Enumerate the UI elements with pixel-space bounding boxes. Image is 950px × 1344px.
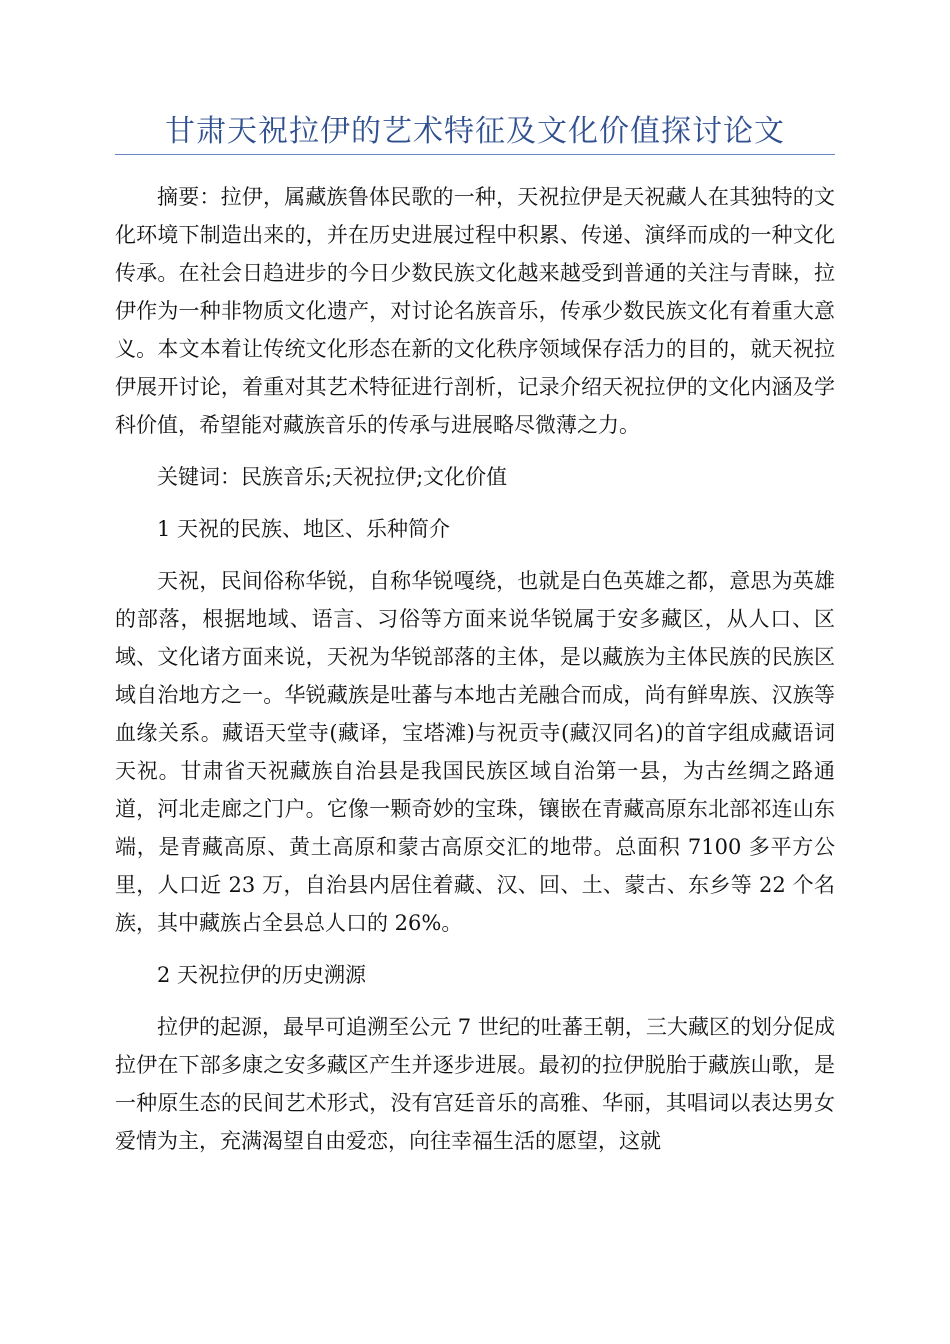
section-1-heading: 1 天祝的民族、地区、乐种简介 <box>157 517 451 541</box>
keywords-line: 关键词：民族音乐;天祝拉伊;文化价值 <box>157 465 508 489</box>
title-underline <box>115 154 835 155</box>
section-1-paragraph: 天祝，民间俗称华锐，自称华锐嘎绕，也就是白色英雄之都，意思为英雄的部落，根据地域、语言、习俗等方面来说华锐属于安多藏区，从人口、区域、文化诸方面来说，天祝为华锐部落的主体，是以藏族为主体民族的民族区域自治地方之一。华锐藏族是吐蕃与本地古羌融合而成，尚有鲜卑族、汉族等血缘关系。藏语天堂寺(藏译，宝塔滩)与祝贡寺(藏汉同名)的首字组成藏语词天祝。甘肃省天祝藏族自治县是我国民族区域自治第一县，为古丝绸之路通道，河北走廊之门户。它像一颗奇妙的宝珠，镶嵌在青藏高原东北部祁连山东端，是青藏高原、黄土高原和蒙古高原交汇的地带。总面积 7100 多平方公里，人口近 23 万，自治县内居住着藏、汉、回、土、蒙古、东乡等 22 个名族，其中藏族占全县总人口的 26%。 <box>115 569 835 935</box>
section-2-paragraph: 拉伊的起源，最早可追溯至公元 7 世纪的吐蕃王朝，三大藏区的划分促成拉伊在下部多康之安多藏区产生并逐步进展。最初的拉伊脱胎于藏族山歌，是一种原生态的民间艺术形式，没有宫廷音乐的高雅、华丽，其唱词以表达男女爱情为主，充满渴望自由爱恋，向往幸福生活的愿望，这就 <box>115 1015 835 1153</box>
section-2-heading: 2 天祝拉伊的历史溯源 <box>157 963 367 987</box>
document-body <box>115 178 835 1174</box>
document-title: 甘肃天祝拉伊的艺术特征及文化价值探讨论文 <box>165 114 785 149</box>
abstract-paragraph: 摘要：拉伊，属藏族鲁体民歌的一种，天祝拉伊是天祝藏人在其独特的文化环境下制造出来的，并在历史进展过程中积累、传递、演绎而成的一种文化传承。在社会日趋进步的今日少数民族文化越来越受到普通的关注与青睐，拉伊作为一种非物质文化遗产，对讨论名族音乐，传承少数民族文化有着重大意义。本文本着让传统文化形态在新的文化秩序领域保存活力的目的，就天祝拉伊展开讨论，着重对其艺术特征进行剖析，记录介绍天祝拉伊的文化内涵及学科价值，希望能对藏族音乐的传承与进展略尽微薄之力。 <box>115 185 835 437</box>
